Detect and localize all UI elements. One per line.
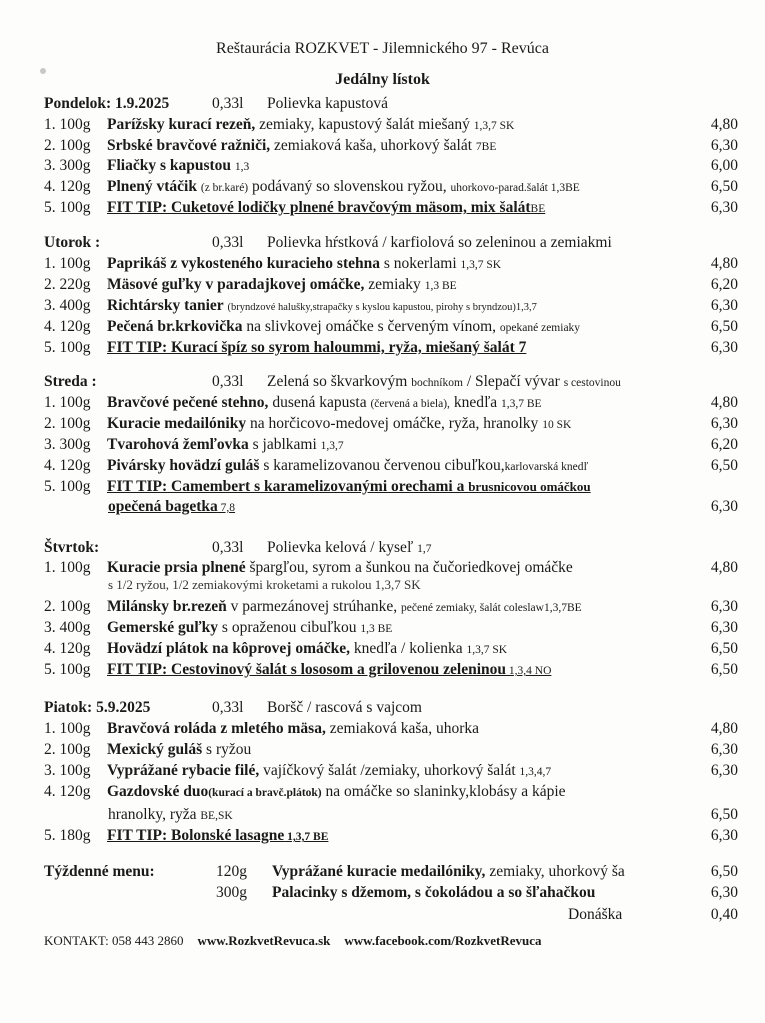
- menu-item-fit: [44, 478, 738, 496]
- menu-item-fit: [44, 827, 738, 845]
- item-allergens: 1,3: [234, 161, 250, 173]
- item-name: Paprikáš z vykosteného kuracieho stehna: [107, 255, 380, 272]
- fit-tip-text: FIT TIP: Cuketové lodičky plnené bravčovým mäsom, mix šalát: [107, 199, 531, 216]
- soup-name: Zelená so škvarkovým: [267, 373, 412, 390]
- item-name: Milánsky br.rezeň: [107, 598, 227, 615]
- day-name: Piatok: 5.9.2025: [44, 699, 151, 716]
- item-allergens: 1,3,7 SK: [460, 259, 502, 271]
- day-header-monday: [44, 95, 744, 113]
- weekly-menu-row: [44, 884, 738, 902]
- weekly-grams: 120g: [216, 863, 247, 880]
- fit-tip-text: FIT TIP: Bolonské lasagne: [107, 827, 285, 844]
- menu-item: [44, 116, 738, 134]
- item-name: Pečená br.krkovička: [107, 318, 243, 335]
- item-price: 6,30: [710, 498, 738, 515]
- menu-item: [44, 720, 738, 738]
- soup-allergens: 1,7: [417, 543, 432, 555]
- soup-volume: 0,33l: [212, 699, 244, 716]
- menu-item: [44, 598, 738, 616]
- footer-contact: [44, 933, 556, 949]
- weekly-item-sides: zemiaky, uhorkový ša: [485, 863, 625, 880]
- item-number: 1. 100g: [44, 255, 91, 272]
- item-price: 6,30: [710, 762, 738, 779]
- item-note: (kurací a bravč.plátok): [208, 787, 322, 799]
- item-price: 6,30: [710, 619, 738, 636]
- day-name: Utorok :: [44, 234, 101, 251]
- weekly-price: 6,30: [710, 884, 738, 901]
- item-allergens: opekané zemiaky: [499, 322, 581, 334]
- item-allergens: 1,3,7 SK: [466, 644, 508, 656]
- menu-item: [44, 762, 738, 780]
- item-sides: knedľa / kolienka: [350, 640, 467, 657]
- item-price: 6,50: [710, 661, 738, 678]
- item-name: Kuracie medailóniky: [107, 415, 247, 432]
- menu-item: [44, 640, 738, 658]
- item-price: 6,50: [710, 457, 738, 474]
- item-allergens: 7,8: [217, 502, 236, 514]
- item-price: 6,50: [710, 806, 738, 823]
- delivery-price: 0,40: [710, 906, 738, 923]
- soup-note: bochníkom: [411, 377, 463, 389]
- item-price: 4,80: [710, 394, 738, 411]
- item-sides: s opraženou cibuľkou: [218, 619, 361, 636]
- item-sides: vajíčkový šalát /zemiaky, uhorkový šalát: [259, 762, 520, 779]
- item-allergens: 1,3,4 NO: [506, 665, 552, 677]
- item-note: (červená a biela),: [370, 398, 450, 410]
- menu-item: [44, 137, 738, 155]
- soup-volume: 0,33l: [212, 539, 244, 556]
- menu-item: [44, 436, 738, 454]
- item-sub-line: s 1/2 ryžou, 1/2 zemiakovými kroketami a rukolou 1,3,7 SK: [108, 577, 421, 592]
- item-sides-2: podávaný so slovenskou ryžou,: [248, 178, 451, 195]
- item-sides: na horčicovo-medovej omáčke, ryža, hranolky: [246, 415, 543, 432]
- item-sides: s ryžou: [202, 741, 252, 758]
- item-price: 6,50: [710, 178, 738, 195]
- item-sides: zemiaky: [364, 276, 425, 293]
- menu-item: [44, 178, 738, 196]
- weekly-label: Týždenné menu:: [44, 863, 155, 880]
- soup-name: Polievka hŕstková / karfiolová so zeleninou a zemiakmi: [267, 234, 612, 251]
- menu-item: [44, 619, 738, 637]
- item-allergens: (bryndzové halušky,strapačky s kyslou kapustou, pirohy s bryndzou)1,3,7: [227, 302, 537, 313]
- menu-item: [44, 394, 738, 412]
- menu-item: [44, 297, 738, 315]
- item-name: Fliačky s kapustou: [107, 157, 232, 174]
- restaurant-title: Reštaurácia ROZKVET - Jilemnického 97 - Revúca: [216, 40, 549, 57]
- weekly-price: 6,50: [710, 863, 738, 880]
- fit-tip-text: FIT TIP: Cestovinový šalát s lososom a grilovenou zeleninou: [107, 661, 507, 678]
- soup-note-2: s cestovinou: [563, 377, 621, 389]
- item-sides: zemiaková kaša, uhorkový šalát: [270, 137, 476, 154]
- item-number: 5. 100g: [44, 661, 91, 678]
- day-name: Pondelok: 1.9.2025: [44, 95, 170, 112]
- item-allergens: 1,3 BE: [424, 280, 457, 292]
- soup-volume: 0,33l: [212, 234, 244, 251]
- menu-item-fit: [44, 661, 738, 679]
- item-price: 6,30: [710, 598, 738, 615]
- item-number: 1. 100g: [44, 559, 91, 576]
- weekly-grams: 300g: [216, 884, 247, 901]
- item-price: 6,30: [710, 415, 738, 432]
- item-name: Tvarohová žemľovka: [107, 436, 249, 453]
- website-link[interactable]: www.RozkvetRevuca.sk: [197, 933, 331, 948]
- item-allergens-2: uhorkovo-parad.šalát 1,3BE: [450, 182, 580, 194]
- item-sides: na omáčke so slaninky,klobásy a kápie: [321, 783, 566, 800]
- item-name: Kuracie prsia plnené: [107, 559, 246, 576]
- item-sides: s nokerlami: [380, 255, 461, 272]
- item-allergens: (z br.karé): [200, 182, 249, 194]
- item-price: 6,00: [710, 157, 738, 174]
- item-name: Gazdovské duo: [107, 783, 209, 800]
- item-name: Pivársky hovädzí guláš: [107, 457, 260, 474]
- day-header-wednesday: [44, 373, 744, 391]
- soup-name-2: / Slepačí vývar: [462, 373, 564, 390]
- item-number: 3. 400g: [44, 619, 91, 636]
- day-header-friday: [44, 699, 744, 717]
- item-number: 4. 120g: [44, 178, 91, 195]
- item-number: 2. 100g: [44, 598, 91, 615]
- menu-item: [44, 457, 738, 475]
- item-allergens: 10 SK: [542, 419, 572, 431]
- item-allergens: 1,3,7 BE: [284, 831, 329, 843]
- item-number: 2. 220g: [44, 276, 91, 293]
- fit-tip-text-2: brusnicovou omáčkou: [468, 479, 591, 494]
- item-name: Srbské bravčové ražniči,: [107, 137, 271, 154]
- item-number: 1. 100g: [44, 116, 91, 133]
- item-price: 6,30: [710, 827, 738, 844]
- day-header-tuesday: [44, 234, 744, 252]
- item-name: Hovädzí plátok na kôprovej omáčke,: [107, 640, 350, 657]
- item-allergens: 1,3 BE: [360, 623, 393, 635]
- fit-tip-text: FIT TIP: Camembert s karamelizovanými orechami a: [107, 478, 469, 495]
- menu-item: [44, 255, 738, 273]
- item-allergens: 7BE: [475, 141, 497, 153]
- menu-item: [44, 318, 738, 336]
- item-sides: zemiaky, kapustový šalát miešaný: [255, 116, 474, 133]
- item-number: 5. 100g: [44, 339, 91, 356]
- item-name: Plnený vtáčik: [107, 178, 197, 195]
- item-allergens: 1,3,7: [320, 440, 344, 452]
- item-name: Vyprážané rybacie filé,: [107, 762, 260, 779]
- item-allergens: 1,3,7 SK: [473, 120, 515, 132]
- menu-item-fit: [44, 339, 738, 357]
- item-sides-2: knedľa: [449, 394, 501, 411]
- item-price: 6,30: [710, 339, 738, 356]
- day-name: Štvrtok:: [44, 539, 100, 556]
- item-number: 3. 400g: [44, 297, 91, 314]
- item-number: 2. 100g: [44, 137, 91, 154]
- item-allergens: pečené zemiaky, šalát coleslaw1,3,7BE: [401, 602, 582, 614]
- day-header-thursday: [44, 539, 744, 557]
- item-price: 4,80: [710, 720, 738, 737]
- item-price: 6,30: [710, 137, 738, 154]
- item-allergens: BE: [530, 203, 546, 215]
- item-allergens: karlovarská knedľ: [504, 461, 589, 473]
- item-sides: zemiaková kaša, uhorka: [325, 720, 480, 737]
- item-price: 6,30: [710, 199, 738, 216]
- item-name: Parížsky kurací rezeň,: [107, 116, 256, 133]
- item-sides-continued: hranolky, ryža: [108, 806, 201, 823]
- item-number: 3. 300g: [44, 157, 91, 174]
- soup-name: Boršč / rascová s vajcom: [267, 699, 422, 716]
- item-number: 2. 100g: [44, 415, 91, 432]
- item-price: 4,80: [710, 559, 738, 576]
- weekly-item-name: Palacinky s džemom, s čokoládou a so šľahačkou: [272, 884, 596, 901]
- weekly-menu-row: [44, 863, 738, 881]
- item-allergens: 1,3,4,7: [519, 766, 552, 778]
- item-price: 6,30: [710, 741, 738, 758]
- soup-volume: 0,33l: [212, 95, 244, 112]
- soup-name: Polievka kapustová: [267, 95, 388, 112]
- item-number: 4. 120g: [44, 783, 91, 800]
- item-number: 1. 100g: [44, 394, 91, 411]
- menu-item: [44, 559, 738, 577]
- item-continuation: [108, 498, 235, 516]
- item-number: 4. 120g: [44, 640, 91, 657]
- menu-item: [44, 157, 738, 175]
- fit-tip-text: FIT TIP: Kurací špíz so syrom haloummi, ryža, miešaný šalát 7: [107, 339, 527, 356]
- contact-phone: KONTAKT: 058 443 2860: [44, 933, 184, 948]
- menu-subtitle: Jedálny lístok: [335, 71, 430, 88]
- item-name: Bravčové pečené stehno,: [107, 394, 269, 411]
- soup-volume: 0,33l: [212, 373, 244, 390]
- item-number: 2. 100g: [44, 741, 91, 758]
- item-number: 3. 300g: [44, 436, 91, 453]
- item-allergens: BE,SK: [200, 810, 233, 822]
- weekly-item-name: Vyprážané kuracie medailóniky,: [272, 863, 486, 880]
- delivery-label: Donáška: [568, 906, 623, 923]
- item-continuation: [108, 806, 233, 824]
- item-price: 4,80: [710, 116, 738, 133]
- menu-item: [44, 783, 738, 801]
- item-sides: s karamelizovanou červenou cibuľkou,: [259, 457, 505, 474]
- item-number: 3. 100g: [44, 762, 91, 779]
- item-sides: v parmezánovej strúhanke,: [226, 598, 402, 615]
- item-sides: dusená kapusta: [268, 394, 371, 411]
- facebook-link[interactable]: www.facebook.com/RozkvetRevuca: [344, 933, 542, 948]
- item-sides: na slivkovej omáčke s červeným vínom,: [242, 318, 500, 335]
- menu-item: [44, 741, 738, 759]
- item-price: 6,20: [710, 276, 738, 293]
- item-number: 5. 100g: [44, 199, 91, 216]
- item-number: 4. 120g: [44, 457, 91, 474]
- item-name: Mexický guláš: [107, 741, 203, 758]
- item-name: Bravčová roláda z mletého mäsa,: [107, 720, 326, 737]
- item-sides: špargľou, syrom a šunkou na čučoriedkovej omáčke: [245, 559, 573, 576]
- item-price: 4,80: [710, 255, 738, 272]
- day-name: Streda :: [44, 373, 97, 390]
- item-name: Richtársky tanier: [107, 297, 224, 314]
- item-number: 5. 100g: [44, 478, 91, 495]
- item-name: Mäsové guľky v paradajkovej omáčke,: [107, 276, 365, 293]
- item-price: 6,30: [710, 297, 738, 314]
- item-price: 6,50: [710, 318, 738, 335]
- menu-item: [44, 276, 738, 294]
- item-number: 1. 100g: [44, 720, 91, 737]
- item-name: Gemerské guľky: [107, 619, 219, 636]
- item-price: 6,50: [710, 640, 738, 657]
- item-sides: s jablkami: [248, 436, 321, 453]
- menu-item: [44, 415, 738, 433]
- item-number: 5. 180g: [44, 827, 91, 844]
- item-allergens: 1,3,7 BE: [501, 398, 542, 410]
- soup-name: Polievka kelová / kyseľ: [267, 539, 418, 556]
- menu-item-fit: [44, 199, 738, 217]
- fit-tip-continuation: opečená bagetka: [108, 498, 218, 515]
- item-number: 4. 120g: [44, 318, 91, 335]
- item-price: 6,20: [710, 436, 738, 453]
